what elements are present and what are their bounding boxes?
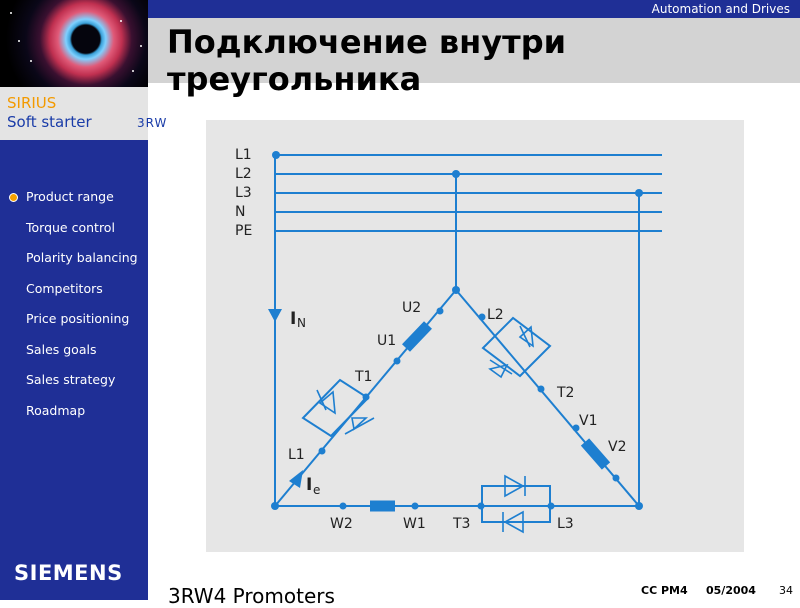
product-line: SIRIUS <box>7 94 57 112</box>
footer-code: CC PM4 <box>641 584 688 597</box>
current-ie-label: I <box>306 475 313 495</box>
nav-label: Price positioning <box>26 311 130 326</box>
title-line-2: треугольника <box>167 60 422 98</box>
terminal-v2: V2 <box>608 439 627 455</box>
nav-label: Torque control <box>26 219 115 235</box>
title-line-1: Подключение внутри <box>167 23 567 61</box>
terminal-t2: T2 <box>557 385 575 401</box>
nav-label: Competitors <box>26 280 103 296</box>
nav-label: Sales strategy <box>26 372 116 387</box>
current-in-label: I <box>290 309 297 329</box>
terminal-l3: L3 <box>557 516 574 532</box>
nav-item-product-range[interactable] <box>0 186 150 217</box>
product-name: Soft starter <box>7 113 92 131</box>
siemens-logo: SIEMENS <box>14 561 123 585</box>
nav-label: Roadmap <box>26 402 86 418</box>
terminal-w2: W2 <box>330 516 353 532</box>
nav-item-sales-strategy[interactable] <box>0 369 150 400</box>
top-bar <box>148 0 800 18</box>
terminal-l2: L2 <box>487 307 504 323</box>
footer-date: 05/2004 <box>706 584 756 597</box>
bus-label-l3: L3 <box>235 185 252 201</box>
slide-title <box>167 24 566 98</box>
bus-label-n: N <box>235 204 246 220</box>
nav-item-sales-goals[interactable] <box>0 339 150 370</box>
product-box <box>0 87 148 140</box>
nav-item-polarity-balancing[interactable] <box>0 247 150 278</box>
nav-item-roadmap[interactable] <box>0 400 150 431</box>
bus-label-l1: L1 <box>235 147 252 163</box>
labels <box>235 147 626 532</box>
terminal-u1: U1 <box>377 333 397 349</box>
bus-label-pe: PE <box>235 223 253 239</box>
nebula-image <box>0 0 148 87</box>
delta-connection-diagram <box>206 120 744 552</box>
active-bullet-icon <box>9 193 18 202</box>
thyristors <box>317 326 533 532</box>
nav-label: Sales goals <box>26 341 97 357</box>
sidebar-nav <box>0 186 150 430</box>
circuit-svg <box>206 120 744 552</box>
product-code: 3RW <box>137 116 168 130</box>
nav-item-torque-control[interactable] <box>0 217 150 248</box>
bus-label-l2: L2 <box>235 166 252 182</box>
nav-label: Polarity balancing <box>26 250 138 265</box>
nav-item-price-positioning[interactable] <box>0 308 150 339</box>
winding-v <box>585 442 606 466</box>
current-ie-sub: e <box>313 483 321 497</box>
nav-item-competitors[interactable] <box>0 278 150 309</box>
terminal-w1: W1 <box>403 516 426 532</box>
current-arrow-neutral-icon <box>268 309 282 322</box>
terminal-u2: U2 <box>402 300 422 316</box>
footer-title: 3RW4 Promoters <box>168 584 335 608</box>
terminal-l1: L1 <box>288 447 305 463</box>
brand-text: Automation and Drives <box>651 2 790 16</box>
page-number: 34 <box>779 584 793 597</box>
terminal-v1: V1 <box>579 413 598 429</box>
terminal-t1: T1 <box>355 369 373 385</box>
winding-u <box>406 325 428 348</box>
terminal-t3: T3 <box>453 516 471 532</box>
nav-label: Product range <box>26 189 114 204</box>
current-in-sub: N <box>297 316 306 330</box>
